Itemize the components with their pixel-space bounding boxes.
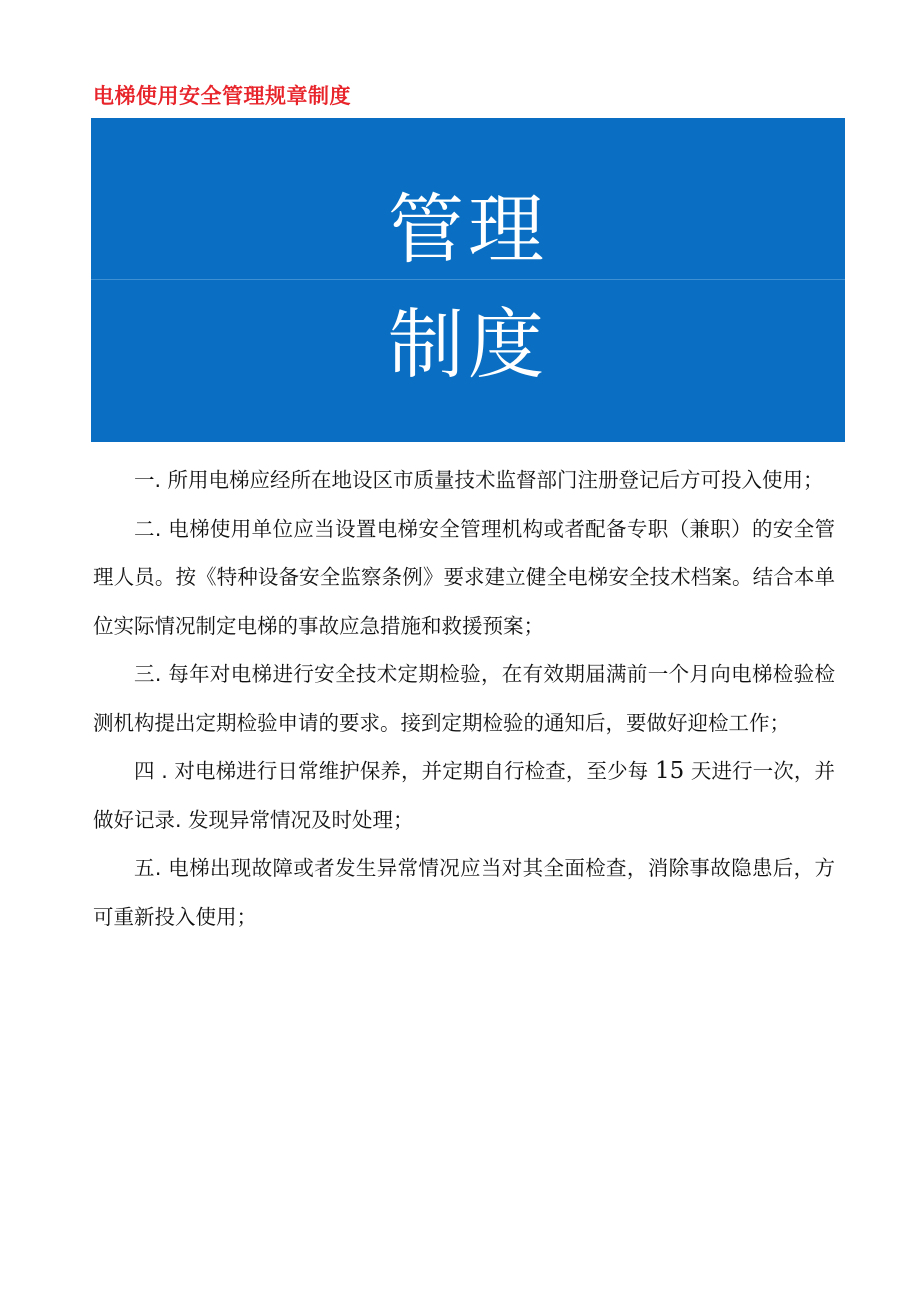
banner-line-1: 管理 [388,185,548,274]
document-title: 电梯使用安全管理规章制度 [93,84,351,108]
title-banner [91,118,845,442]
regulation-body [93,456,835,941]
paragraph-4-start: 四 . 对电梯进行日常维护保养，并定期自行检查，至少每 [134,759,655,783]
paragraph-3: 三. 每年对电梯进行安全技术定期检验，在有效期届满前一个月向电梯检验检测机构提出定期检验申请的要求。接到定期检验的通知后，要做好迎检工作； [93,662,835,735]
paragraph-4 [93,747,835,844]
paragraph-4-number: 15 [654,758,685,784]
paragraph-2: 二. 电梯使用单位应当设置电梯安全管理机构或者配备专职（兼职）的安全管理人员。按《特种设备安全监察条例》要求建立健全电梯安全技术档案。结合本单位实际情况制定电梯的事故应急措施和救援预案； [93,516,835,638]
paragraph-1: 一. 所用电梯应经所在地设区市质量技术监督部门注册登记后方可投入使用； [134,468,824,492]
banner-line-2: 制度 [388,300,548,389]
paragraph-5: 五. 电梯出现故障或者发生异常情况应当对其全面检查，消除事故隐患后，方可重新投入使用； [93,856,835,929]
banner-divider [91,279,845,280]
paragraph-4-end: 天进行一次，并做好记录. 发现异常情况及时处理； [93,759,835,832]
